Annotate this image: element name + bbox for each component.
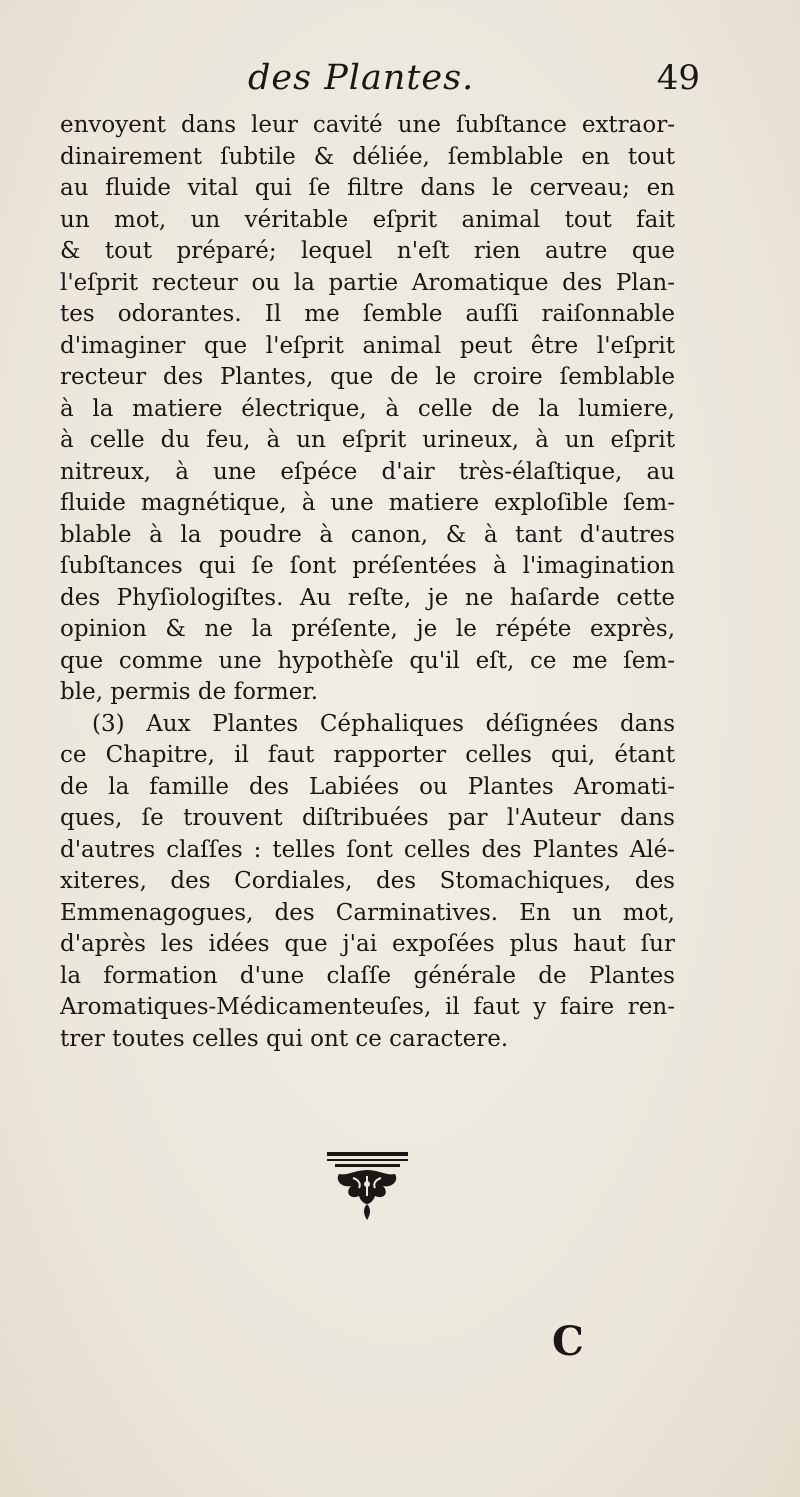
tailpiece-ornament-icon (325, 1150, 410, 1226)
text-line: opinion & ne la préſente, je le répéte exprès, (60, 616, 675, 642)
text-line: (3) Aux Plantes Céphaliques déſignées dans (92, 710, 675, 737)
text-line: Emmenagogues, des Carminatives. En un mot, (60, 899, 675, 926)
text-line: d'après les idées que j'ai expoſées plus haut ſur (60, 931, 675, 957)
text-line: la formation d'une claſſe générale de Plantes (60, 962, 675, 989)
text-line: blable à la poudre à canon, & à tant d'autres (60, 521, 675, 548)
text-line: un mot, un véritable eſprit animal tout fait (60, 206, 675, 233)
text-line: & tout préparé; lequel n'eſt rien autre que (60, 238, 675, 264)
text-line: ble, permis de former. (60, 679, 319, 705)
text-line: envoyent dans leur cavité une ſubſtance extraor- (60, 112, 675, 138)
text-line: à la matiere électrique, à celle de la lumiere, (60, 395, 675, 422)
text-line: tes odorantes. Il me ſemble auſſi raiſonnable (60, 301, 675, 327)
text-line: de la famille des Labiées ou Plantes Aromati- (60, 773, 675, 800)
text-line: xiteres, des Cordiales, des Stomachiques, des (60, 868, 675, 894)
text-line: d'autres claſſes : telles ſont celles des Plantes Alé- (60, 836, 675, 863)
text-line: dinairement ſubtile & déliée, ſemblable en tout (60, 143, 675, 170)
text-line: fluide magnétique, à une matiere exploſible ſem- (60, 490, 675, 516)
text-line: d'imaginer que l'eſprit animal peut être l'eſprit (60, 332, 675, 359)
running-title: des Plantes. (248, 58, 475, 98)
text-line: nitreux, à une eſpéce d'air très-élaſtique, au (60, 458, 675, 485)
signature-mark: C (552, 1318, 584, 1365)
text-line: l'eſprit recteur ou la partie Aromatique des Plan- (60, 269, 675, 296)
text-line: au fluide vital qui ſe filtre dans le cerveau; en (60, 175, 675, 201)
text-line: ce Chapitre, il faut rapporter celles qui, étant (60, 742, 675, 768)
text-line: ques, ſe trouvent diſtribuées par l'Auteur dans (60, 805, 675, 831)
text-line: que comme une hypothèſe qu'il eſt, ce me ſem- (60, 647, 675, 674)
page-header (60, 52, 700, 104)
body-text (60, 110, 675, 1055)
text-line: recteur des Plantes, que de le croire ſemblable (60, 364, 675, 390)
text-line: des Phyſiologiſtes. Au reſte, je ne haſarde cette (60, 584, 675, 611)
text-line: Aromatiques-Médicamenteuſes, il faut y faire ren- (60, 994, 675, 1020)
text-line: ſubſtances qui ſe ſont préſentées à l'imagination (60, 553, 675, 579)
page-number: 49 (656, 58, 700, 98)
text-line: trer toutes celles qui ont ce caractere. (60, 1025, 509, 1052)
text-line: à celle du feu, à un eſprit urineux, à un eſprit (60, 427, 675, 453)
